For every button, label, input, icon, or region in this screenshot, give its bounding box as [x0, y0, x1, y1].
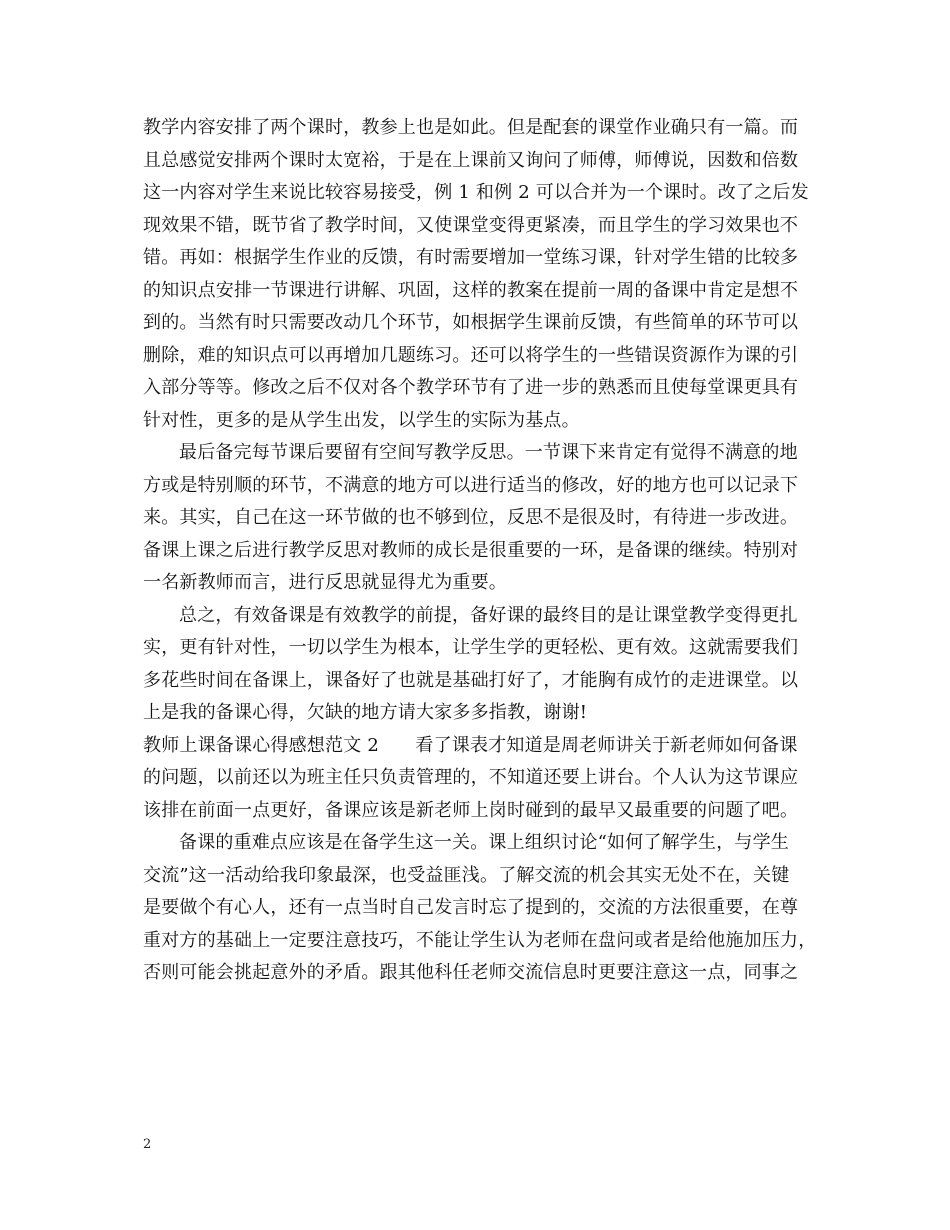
text-line: 教师上课备课心得感想范文 2 看了课表才知道是周老师讲关于新老师如何备课 — [143, 734, 798, 756]
text-line: 该排在前面一点更好，备课应该是新老师上岗时碰到的最早又最重要的问题了吧。 — [143, 799, 799, 821]
text-line: 备课上课之后进行教学反思对教师的成长是很重要的一环，是备课的继续。特别对 — [143, 539, 799, 561]
text-line: 否则可能会挑起意外的矛盾。跟其他科任老师交流信息时更要注意这一点，同事之 — [143, 962, 799, 983]
text-line: 最后备完每节课后要留有空间写教学反思。一节课下来肯定有觉得不满意的地 — [179, 442, 798, 463]
text-line: 错。再如：根据学生作业的反馈，有时需要增加一堂练习课，针对学生错的比较多 — [143, 247, 799, 268]
text-line: 这一内容对学生来说比较容易接受，例 1 和例 2 可以合并为一个课时。改了之后发 — [143, 182, 809, 203]
text-line: 到的。当然有时只需要改动几个环节，如根据学生课前反馈，有些简单的环节可以 — [143, 312, 799, 333]
text-line: 删除，难的知识点可以再增加几题练习。还可以将学生的一些错误资源作为课的引 — [143, 344, 799, 366]
text-line: 多花些时间在备课上，课备好了也就是基础打好了，才能胸有成竹的走进课堂。以 — [143, 669, 799, 691]
text-line: 交流”这一活动给我印象最深，也受益匪浅。了解交流的机会其实无处不在，关键 — [143, 864, 790, 886]
text-line: 一名新教师而言，进行反思就显得尤为重要。 — [143, 572, 507, 593]
text-line: 备课的重难点应该是在备学生这一关。课上组织讨论“如何了解学生，与学生 — [179, 832, 789, 853]
text-line: 是要做个有心人，还有一点当时自己发言时忘了提到的，交流的方法很重要，在尊 — [143, 897, 799, 918]
text-line: 入部分等等。修改之后不仅对各个教学环节有了进一步的熟悉而且使每堂课更具有 — [143, 377, 799, 398]
text-line: 重对方的基础上一定要注意技巧，不能让学生认为老师在盘问或者是给他施加压力， — [143, 929, 817, 951]
body-text — [143, 112, 823, 990]
text-line: 教学内容安排了两个课时，教参上也是如此。但是配套的课堂作业确只有一篇。而 — [143, 117, 799, 138]
text-line: 针对性，更多的是从学生出发，以学生的实际为基点。 — [143, 409, 580, 431]
text-line: 且总感觉安排两个课时太宽裕，于是在上课前又询问了师傅，师傅说，因数和倍数 — [143, 149, 799, 171]
page-number: 2 — [143, 1137, 152, 1152]
text-line: 来。其实，自己在这一环节做的也不够到位，反思不是很及时，有待进一步改进。 — [143, 507, 799, 528]
text-line: 上是我的备课心得，欠缺的地方请大家多多指教，谢谢! — [143, 702, 588, 723]
text-line: 的知识点安排一节课进行讲解、巩固，这样的教案在提前一周的备课中肯定是想不 — [143, 279, 799, 301]
text-line: 方或是特别顺的环节，不满意的地方可以进行适当的修改，好的地方也可以记录下 — [143, 474, 799, 496]
text-line: 实，更有针对性，一切以学生为根本，让学生学的更轻松、更有效。这就需要我们 — [143, 637, 799, 658]
text-line: 总之，有效备课是有效教学的前提，备好课的最终目的是让课堂教学变得更扎 — [179, 604, 798, 626]
text-line: 现效果不错，既节省了教学时间，又使课堂变得更紧凑，而且学生的学习效果也不 — [143, 214, 799, 236]
text-line: 的问题，以前还以为班主任只负责管理的，不知道还要上讲台。个人认为这节课应 — [143, 767, 799, 788]
